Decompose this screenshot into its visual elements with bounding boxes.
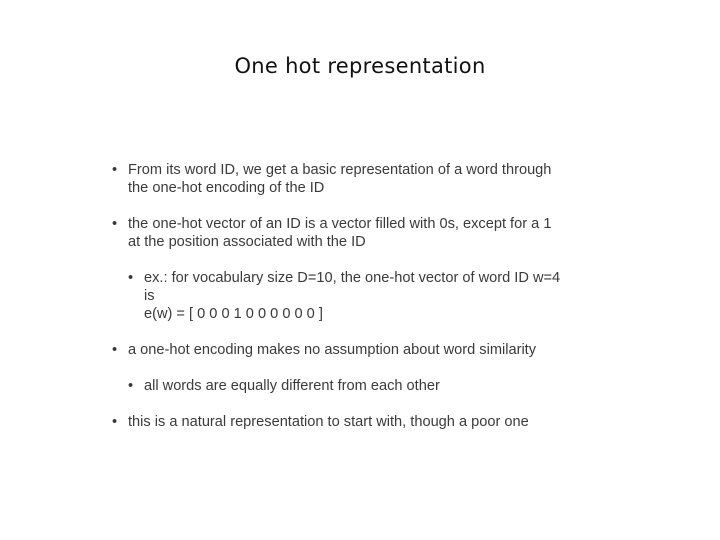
- bullet-icon: •: [112, 216, 118, 232]
- bullet-icon: •: [128, 378, 134, 394]
- bullet-item: [110, 215, 600, 251]
- bullet-text-line: ex.: for vocabulary size D=10, the one-hot vector of word ID w=4: [144, 270, 561, 286]
- bullet-text-line: e(w) = [ 0 0 0 1 0 0 0 0 0 0 ]: [144, 306, 323, 322]
- bullet-text-line: at the position associated with the ID: [128, 234, 366, 250]
- bullet-text-line: the one-hot encoding of the ID: [128, 180, 325, 196]
- bullet-text-line: is: [144, 288, 155, 304]
- bullet-item: [110, 413, 600, 431]
- sub-bullet-item: [126, 377, 600, 395]
- bullet-item: [110, 161, 600, 197]
- bullet-text-line: all words are equally different from each other: [144, 378, 440, 394]
- bullet-text-line: this is a natural representation to start with, though a poor one: [128, 414, 529, 430]
- bullet-icon: •: [112, 162, 118, 178]
- bullet-icon: •: [112, 342, 118, 358]
- slide-title: One hot representation: [234, 54, 486, 78]
- bullet-icon: •: [128, 270, 134, 286]
- bullet-text-line: the one-hot vector of an ID is a vector filled with 0s, except for a 1: [128, 216, 552, 232]
- bullet-list: [110, 161, 600, 449]
- bullet-icon: •: [112, 414, 118, 430]
- bullet-item: [110, 341, 600, 359]
- bullet-text-line: From its word ID, we get a basic representation of a word through: [128, 162, 552, 178]
- bullet-text-line: a one-hot encoding makes no assumption about word similarity: [128, 342, 537, 358]
- sub-bullet-item: [126, 269, 600, 323]
